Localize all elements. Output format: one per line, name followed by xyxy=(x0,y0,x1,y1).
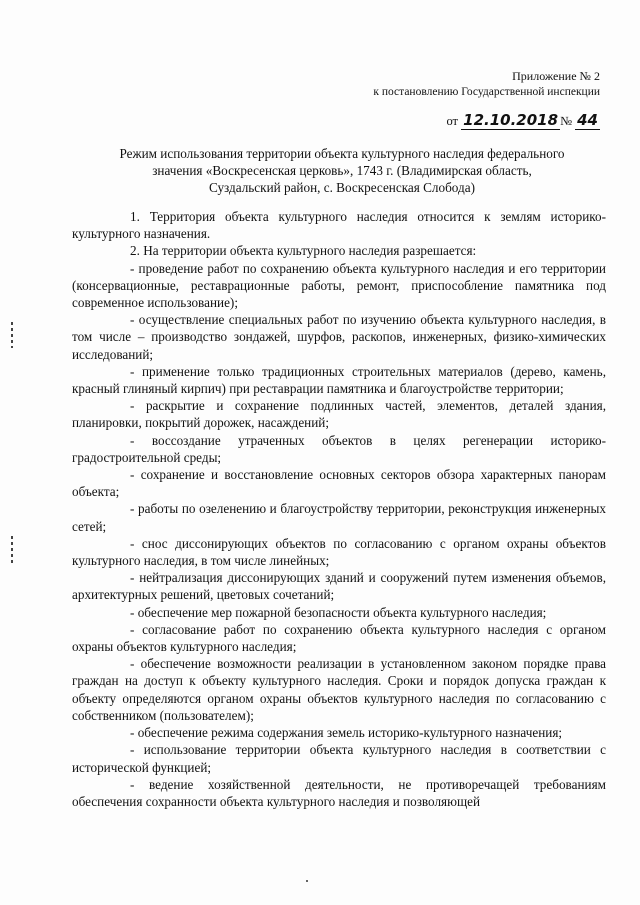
scan-speck xyxy=(306,880,308,882)
document-title xyxy=(92,145,592,196)
list-item: - использование территории объекта культурного наследия в соответствии с исторической функцией; xyxy=(72,742,606,775)
handwritten-number: 44 xyxy=(577,111,598,129)
title-line-3: Суздальский район, с. Воскресенская Слобода) xyxy=(209,180,475,195)
number-sign: № xyxy=(560,114,572,128)
scan-margin-mark xyxy=(11,536,13,566)
title-line-1: Режим использования территории объекта культурного наследия федерального xyxy=(119,146,565,161)
appendix-header xyxy=(373,68,600,100)
list-item: - снос диссонирующих объектов по согласованию с органом охраны объектов культурного наследия, в том числе линейных; xyxy=(72,535,606,569)
list-item: - нейтрализация диссонирующих зданий и сооружений путем изменения объемов, архитектурных решений, цветовых сочетаний; xyxy=(72,570,606,603)
appendix-reference: к постановлению Государственной инспекции xyxy=(373,86,600,98)
list-item: - работы по озеленению и благоустройству территории, реконструкция инженерных сетей; xyxy=(72,501,606,534)
list-item: - проведение работ по сохранению объекта культурного наследия и его территории (консервационные, реставрационные работы, ремонт, приспособление памятника под современное использование); xyxy=(72,260,606,311)
paragraph: 1. Территория объекта культурного наследия относится к землям историко-культурного назначения. xyxy=(72,209,606,242)
scan-margin-mark xyxy=(11,322,13,348)
list-item: - обеспечение возможности реализации в установленном законом порядке права граждан на доступ к объекту культурного наследия. Сроки и порядок допуска граждан к объекту определяются органом охраны объектов культурного наследия по согласованию с собственником (пользователем); xyxy=(72,656,606,723)
list-item: - ведение хозяйственной деятельности, не противоречащей требованиям обеспечения сохранности объекта культурного наследия и позволяющей xyxy=(72,776,606,809)
list-item: - обеспечение режима содержания земель историко-культурного назначения; xyxy=(130,725,563,741)
list-item: - применение только традиционных строительных материалов (дерево, камень, красный глиняный кирпич) при реставрации памятника и благоустройстве территории; xyxy=(72,363,606,397)
paragraph: 2. На территории объекта культурного наследия разрешается: xyxy=(130,243,477,259)
decree-date-line xyxy=(446,111,600,129)
list-item: - воссоздание утраченных объектов в целях регенерации историко-градостроительной среды; xyxy=(72,432,606,465)
list-item: - сохранение и восстановление основных секторов обзора характерных панорам объекта; xyxy=(72,467,606,500)
title-line-2: значения «Воскресенская церковь», 1743 г. (Владимирская область, xyxy=(152,163,532,178)
document-body xyxy=(72,208,606,810)
list-item: - согласование работ по сохранению объекта культурного наследия с органом охраны объектов культурного наследия; xyxy=(72,621,606,655)
list-item: - раскрытие и сохранение подлинных частей, элементов, деталей здания, планировки, покрытий дорожек, насаждений; xyxy=(72,398,606,431)
handwritten-date: 12.10.2018 xyxy=(463,111,559,129)
appendix-number: Приложение № 2 xyxy=(512,69,600,83)
list-item: - обеспечение мер пожарной безопасности объекта культурного наследия; xyxy=(130,604,547,620)
date-prefix: от xyxy=(446,114,459,128)
list-item: - осуществление специальных работ по изучению объекта культурного наследия, в том числе – производство зондажей, шурфов, раскопов, инженерных, физико-химических исследований; xyxy=(72,312,606,362)
